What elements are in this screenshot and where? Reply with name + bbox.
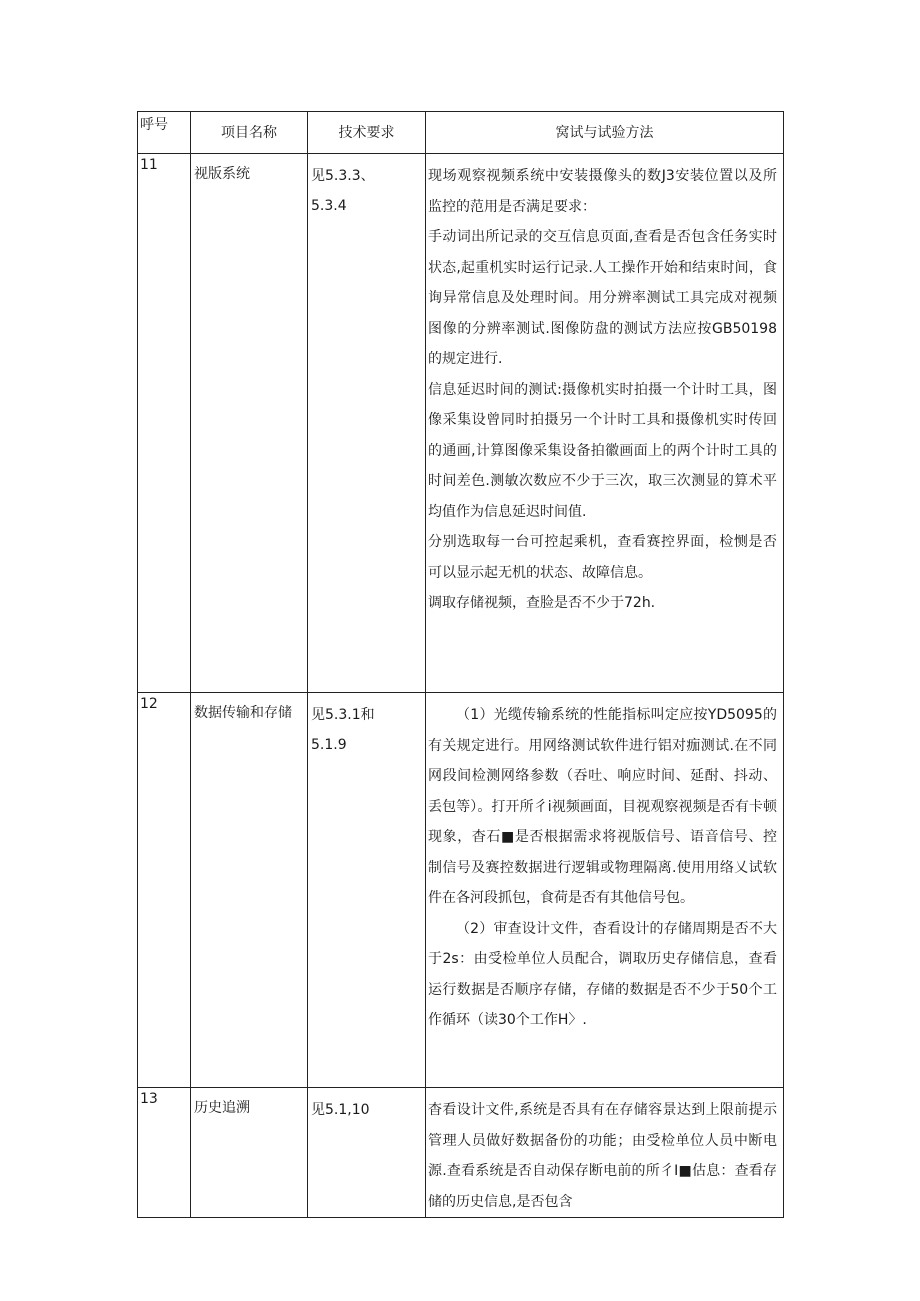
table-row [138, 1088, 784, 1218]
requirement-ref [308, 693, 426, 1088]
header-method: 窝试与试验方法 [426, 112, 784, 154]
header-no: 呼号 [138, 112, 191, 154]
method-paragraph: （1）光缆传输系统的性能指标叫定应按YD5095的有关规定进行。用网络测试软件进行铝对痂测试.在不同网段间检测网络参数（吞吐、响应时间、延酎、抖动、丢包等）。打开所彳i视频画面，目视观察视频是否有卡顿现象，杳石■是否根据需求将视版信号、语音信号、控制信号及赛控数据进行逻辑或物理隔离.使用用络乂试软件在各河段抓包，食荷是否有其他信号包。 [428, 707, 777, 906]
method-paragraph: 分别选取每一台可控起乘机，查看赛控界面，检恻是否可以显示起无机的状态、故障信息。 [428, 534, 777, 581]
item-name: 历史追溯 [191, 1088, 308, 1218]
method-paragraph: （2）审查设计文件，杳看设计的存储周期是否不大于2s：由受检单位人员配合，调取历史存储信息，查看运行数据是否顺序存储，存储的数据是否不少于50个工作循环（读30个工作H〉. [428, 920, 777, 1028]
requirement-ref [308, 1088, 426, 1218]
requirement-text: 见5.1,10 [311, 1102, 370, 1118]
header-name: 项目名称 [191, 112, 308, 154]
row-number: 12 [138, 693, 191, 1088]
table-header-row [138, 112, 784, 154]
method-cell [426, 693, 784, 1088]
row-number: 11 [138, 154, 191, 693]
item-name: 视版系统 [191, 154, 308, 693]
item-name: 数据传输和存储 [191, 693, 308, 1088]
method-cell [426, 154, 784, 693]
table-row [138, 693, 784, 1088]
requirement-text: 见5.3.3、 5.3.4 [311, 168, 375, 214]
inspection-table [137, 111, 784, 1218]
method-paragraph: 调取存储视频，查脸是否不少于72h. [428, 595, 656, 611]
table-row [138, 154, 784, 693]
method-cell [426, 1088, 784, 1218]
method-paragraph: 杳看设计文件,系统是否具有在存储容景达到上限前提示管理人员做好数据备份的功能；由受检单位人员中断电源.查看系统是否自动保存断电前的所彳I■估息：查看存储的历史信息,是否包含 [428, 1102, 777, 1210]
requirement-ref [308, 154, 426, 693]
requirement-text: 见5.3.1和 5.1.9 [311, 707, 375, 753]
method-paragraph: 现场观察视频系统中安装摄像头的数J3安装位置以及所监控的范用是否满足要求： [428, 168, 777, 215]
header-requirement: 技术要求 [308, 112, 426, 154]
method-paragraph: 信息延迟时间的测试:摄像机实时拍摄一个计时工具，图像采集设曾同时拍摄另一个计时工具和摄像机实时传回的通画,计算图像采集设备拍徽画面上的两个计时工具的时间差色.测敏次数应不少于三次，取三次测显的算术平均值作为信息延迟时间值. [428, 381, 777, 520]
method-paragraph: 手动词出所记录的交互信息页面,查看是否包含任务实时状态,起重机实时运行记录.人工操作开始和结束时间，食询异常信息及处理时间。用分辨率测试工具完成对视频图像的分辨率测试.图像防盘的测试方法应按GB50198的规定进行. [428, 229, 777, 367]
row-number: 13 [138, 1088, 191, 1218]
